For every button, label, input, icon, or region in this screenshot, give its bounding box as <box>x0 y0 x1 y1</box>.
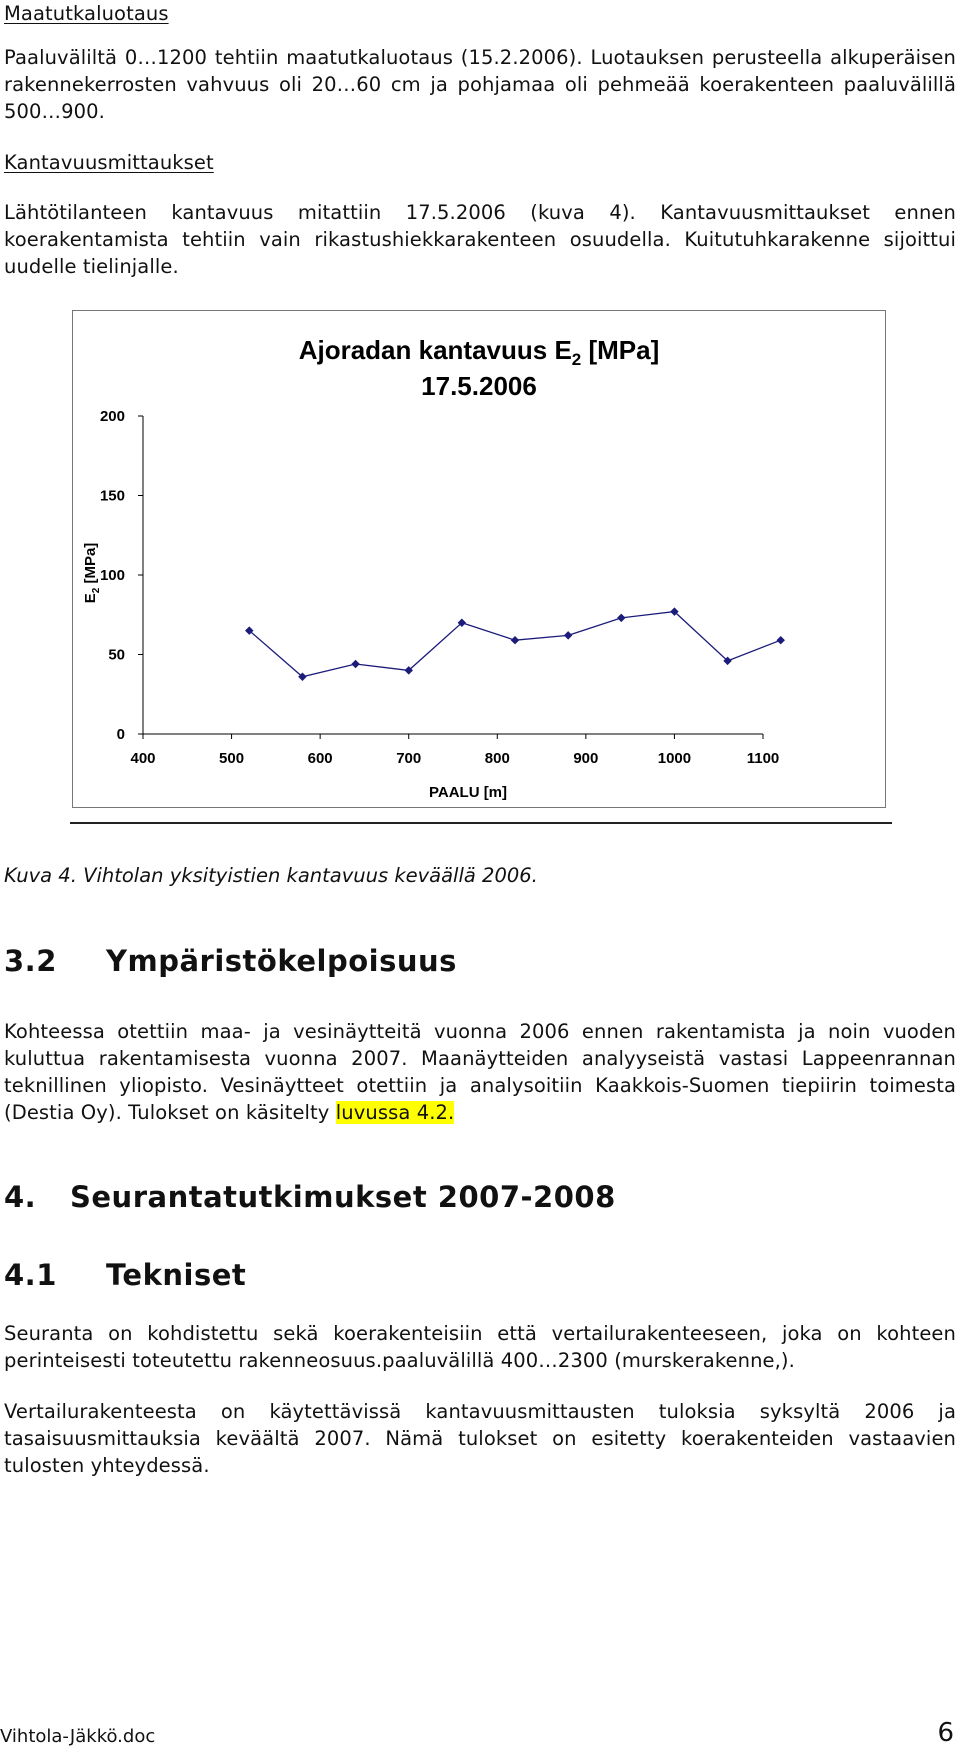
y-tick-label: 0 <box>116 726 125 743</box>
chart-title-subscript: 2 <box>571 350 582 369</box>
line-chart <box>73 311 885 807</box>
heading-kantavuusmittaukset: Kantavuusmittaukset <box>4 151 214 174</box>
chart-ticks <box>100 408 779 767</box>
data-point-marker <box>564 631 572 639</box>
y-tick-label: 200 <box>99 408 125 425</box>
x-tick-label: 600 <box>307 750 333 767</box>
y-axis-label-unit: [MPa] <box>82 542 99 588</box>
x-tick-label: 800 <box>484 750 510 767</box>
chart-title-unit: [MPa] <box>581 335 660 365</box>
highlighted-reference: luvussa 4.2. <box>335 1101 455 1124</box>
y-axis-label-subscript: 2 <box>91 587 102 594</box>
chart-axes <box>143 416 763 734</box>
paragraph-vertailurakenne: Vertailurakenteesta on käytettävissä kantavuusmittausten tuloksia syksyltä 2006 ja tasaisuusmittauksia keväältä 2007. Nämä tulokset on esitetty koerakenteiden vastaavien tulosten yhteydessä. <box>4 1400 956 1477</box>
chart-title <box>299 335 660 369</box>
chapter-title: Seurantatutkimukset 2007-2008 <box>70 1180 616 1214</box>
y-tick-label: 50 <box>108 646 125 664</box>
x-tick-label: 700 <box>396 750 422 767</box>
data-point-marker <box>351 660 359 668</box>
section-heading-4-1 <box>4 1258 246 1292</box>
y-tick-label: 100 <box>99 567 125 584</box>
chart-series <box>245 607 785 681</box>
data-point-marker <box>511 636 519 644</box>
chart-frame <box>72 310 886 808</box>
y-axis-label-main: E <box>82 593 99 604</box>
paragraph-text: Kohteessa otettiin maa- ja vesinäytteitä vuonna 2006 ennen rakentamista ja noin vuoden kuluttua rakentamisesta vuonna 2007. Maanäytteiden analyyseistä vastasi Lappeenrannan teknillinen yliopisto. Vesinäytteet otettiin ja analysoitiin Kaakkois-Suomen tiepiirin toimesta (Destia Oy). Tulokset on käsitelty <box>4 1020 956 1124</box>
figure-caption: Kuva 4. Vihtolan yksityistien kantavuus keväällä 2006. <box>4 864 538 887</box>
x-axis-label: PAALU [m] <box>428 784 508 801</box>
x-tick-label: 1000 <box>657 750 692 767</box>
chapter-heading-4 <box>4 1180 616 1214</box>
y-tick-label: 150 <box>99 487 125 505</box>
section-title: Ympäristökelpoisuus <box>106 944 457 978</box>
data-point-marker <box>617 614 625 622</box>
chapter-number: 4. <box>4 1180 37 1214</box>
chart-title-main: Ajoradan kantavuus E <box>298 335 572 365</box>
heading-maatutkaluotaus: Maatutkaluotaus <box>4 2 169 25</box>
section-title: Tekniset <box>106 1258 247 1292</box>
chart-bottom-rule <box>70 822 892 824</box>
paragraph-maatutkaluotaus: Paaluväliltä 0…1200 tehtiin maatutkaluotaus (15.2.2006). Luotauksen perusteella alkuperäisen rakennekerrosten vahvuus oli 20…60 cm ja pohjamaa oli pehmeää koerakenteen paaluvälillä 500…900. <box>4 46 956 123</box>
chart-subtitle-date: 17.5.2006 <box>421 371 537 401</box>
x-tick-label: 900 <box>573 750 599 767</box>
x-tick-label: 1100 <box>746 750 780 767</box>
section-heading-3-2 <box>4 944 457 978</box>
section-number: 4.1 <box>4 1258 57 1292</box>
footer-page-number: 6 <box>937 1718 954 1748</box>
paragraph-ymparistokelpoisuus <box>4 1018 956 1126</box>
footer-filename: Vihtola-Jäkkö.doc <box>0 1726 156 1747</box>
data-point-marker <box>776 636 784 644</box>
x-tick-label: 500 <box>219 750 245 767</box>
paragraph-seuranta: Seuranta on kohdistettu sekä koerakenteisiin että vertailurakenteeseen, joka on kohteen perinteisesti toteutettu rakenneosuus.paaluvälillä 400…2300 (murskerakenne,). <box>4 1322 956 1372</box>
x-tick-label: 400 <box>130 750 156 767</box>
paragraph-kantavuusmittaukset: Lähtötilanteen kantavuus mitattiin 17.5.2006 (kuva 4). Kantavuusmittaukset ennen koerakentamista tehtiin vain rikastushiekkarakenteen osuudella. Kuitutuhkarakenne sijoittui uudelle tielinjalle. <box>4 201 956 278</box>
section-number: 3.2 <box>4 944 57 978</box>
